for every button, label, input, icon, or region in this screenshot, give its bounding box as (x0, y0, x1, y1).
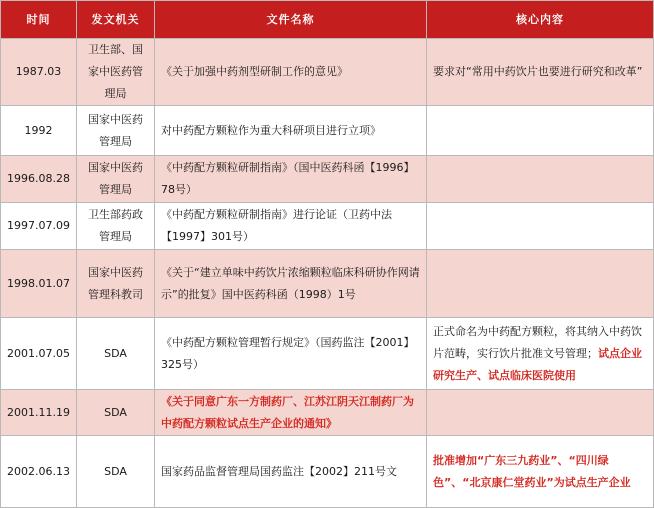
cell-issuer: 卫生部、国家中医药管理局 (77, 39, 155, 106)
cell-time: 1997.07.09 (1, 203, 77, 250)
cell-doc: 国家药品监督管理局国药监注【2002】211号文 (155, 436, 427, 508)
cell-content (427, 39, 654, 106)
cell-doc: 《中药配方颗粒研制指南》进行论证（卫药中法【1997】301号） (155, 203, 427, 250)
table-header-row (1, 1, 654, 39)
cell-content (427, 390, 654, 436)
table-row (1, 390, 654, 436)
content-highlight: 批准增加“广东三九药业”、“四川绿色”、“北京康仁堂药业”为试点生产企业 (433, 453, 631, 489)
content-highlight: 试点企业研究生产、试点临床医院使用 (433, 346, 642, 382)
cell-doc-highlight: 《关于同意广东一方制药厂、江苏江阴天江制药厂为中药配方颗粒试点生产企业的通知》 (155, 390, 427, 436)
cell-issuer: 卫生部药政管理局 (77, 203, 155, 250)
cell-issuer: SDA (77, 390, 155, 436)
table-row (1, 39, 654, 106)
cell-doc: 《关于加强中药剂型研制工作的意见》 (155, 39, 427, 106)
table-row (1, 250, 654, 318)
cell-time: 1996.08.28 (1, 156, 77, 203)
table-row (1, 203, 654, 250)
cell-issuer: SDA (77, 318, 155, 390)
cell-doc: 《关于“建立单味中药饮片浓缩颗粒临床科研协作网请示”的批复》国中医药科函（1998）1号 (155, 250, 427, 318)
cell-content (427, 250, 654, 318)
cell-content (427, 203, 654, 250)
cell-time: 2002.06.13 (1, 436, 77, 508)
table-row (1, 436, 654, 508)
table-row (1, 318, 654, 390)
cell-issuer: 国家中医药管理科教司 (77, 250, 155, 318)
header-issuer: 发文机关 (77, 1, 155, 39)
table-row (1, 106, 654, 156)
cell-time: 1992 (1, 106, 77, 156)
cell-doc: 《中药配方颗粒管理暂行规定》（国药监注【2001】325号） (155, 318, 427, 390)
cell-content (427, 318, 654, 390)
content-text: 要求对“常用中药饮片也要进行研究和改革” (433, 65, 643, 78)
cell-doc: 对中药配方颗粒作为重大科研项目进行立项》 (155, 106, 427, 156)
cell-time: 1998.01.07 (1, 250, 77, 318)
cell-content (427, 436, 654, 508)
content-text: 正式命名为中药配方颗粒，将其纳入中药饮片范畴，实行饮片批准文号管理； (433, 324, 642, 360)
cell-content (427, 156, 654, 203)
header-time: 时间 (1, 1, 77, 39)
cell-time: 2001.11.19 (1, 390, 77, 436)
cell-issuer: SDA (77, 436, 155, 508)
cell-time: 1987.03 (1, 39, 77, 106)
header-content: 核心内容 (427, 1, 654, 39)
table-row (1, 156, 654, 203)
cell-issuer: 国家中医药管理局 (77, 156, 155, 203)
cell-issuer: 国家中医药管理局 (77, 106, 155, 156)
header-doc: 文件名称 (155, 1, 427, 39)
cell-time: 2001.07.05 (1, 318, 77, 390)
cell-doc: 《中药配方颗粒研制指南》（国中医药科函【1996】78号） (155, 156, 427, 203)
cell-content (427, 106, 654, 156)
